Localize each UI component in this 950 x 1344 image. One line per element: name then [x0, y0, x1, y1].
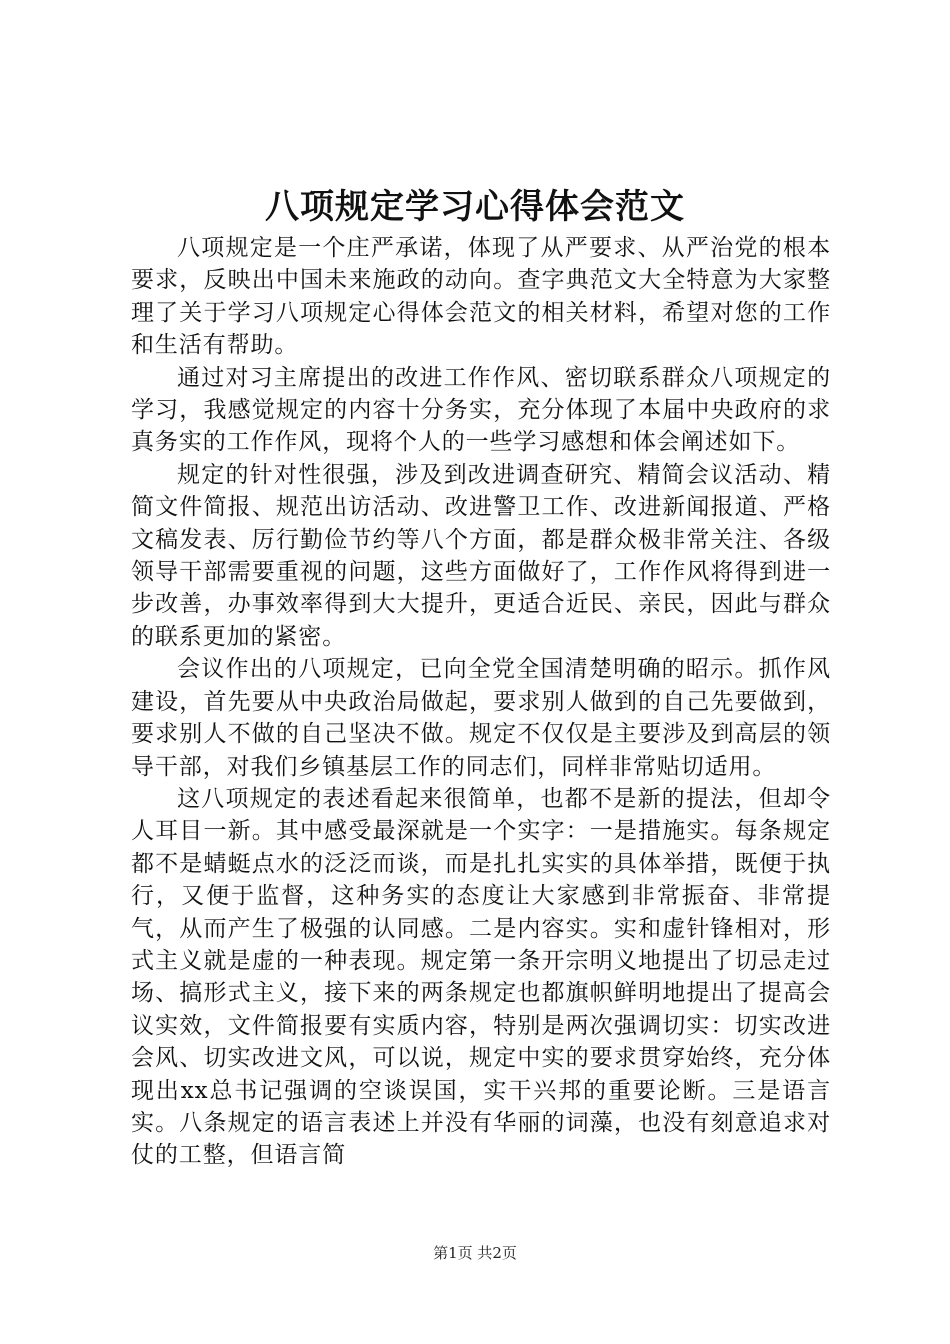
paragraph: 这八项规定的表述看起来很简单，也都不是新的提法，但却令人耳目一新。其中感受最深就是一个实字：一是措施实。每条规定都不是蜻蜓点水的泛泛而谈，而是扎扎实实的具体举措，既便于执行，又便于监督，这种务实的态度让大家感到非常振奋、非常提气，从而产生了极强的认同感。二是内容实。实和虚针锋相对，形式主义就是虚的一种表现。规定第一条开宗明义地提出了切忌走过场、搞形式主义，接下来的两条规定也都旗帜鲜明地提出了提高会议实效，文件简报要有实质内容，特别是两次强调切实：切实改进会风、切实改进文风，可以说，规定中实的要求贯穿始终，充分体现出xx总书记强调的空谈误国，实干兴邦的重要论断。三是语言实。八条规定的语言表述上并没有华丽的词藻，也没有刻意追求对仗的工整，但语言简	[131, 785, 831, 1169]
paragraph: 会议作出的八项规定，已向全党全国清楚明确的昭示。抓作风建设，首先要从中央政治局做起，要求别人做到的自己先要做到，要求别人不做的自己坚决不做。规定不仅仅是主要涉及到高层的领导干部，对我们乡镇基层工作的同志们，同样非常贴切适用。	[131, 656, 831, 780]
page-number-footer: 第1页 共2页	[433, 1244, 517, 1262]
document-title: 八项规定学习心得体会范文	[265, 187, 685, 227]
paragraph: 通过对习主席提出的改进工作作风、密切联系群众八项规定的学习，我感觉规定的内容十分务实，充分体现了本届中央政府的求真务实的工作作风，现将个人的一些学习感想和体会阐述如下。	[131, 364, 831, 456]
paragraph: 规定的针对性很强，涉及到改进调查研究、精简会议活动、精简文件简报、规范出访活动、改进警卫工作、改进新闻报道、严格文稿发表、厉行勤俭节约等八个方面，都是群众极非常关注、各级领导干部需要重视的问题，这些方面做好了，工作作风将得到进一步改善，办事效率得到大大提升，更适合近民、亲民，因此与群众的联系更加的紧密。	[131, 461, 831, 650]
paragraph: 八项规定是一个庄严承诺，体现了从严要求、从严治党的根本要求，反映出中国未来施政的动向。查字典范文大全特意为大家整理了关于学习八项规定心得体会范文的相关材料，希望对您的工作和生活有帮助。	[131, 235, 831, 359]
document-body	[131, 232, 831, 1172]
